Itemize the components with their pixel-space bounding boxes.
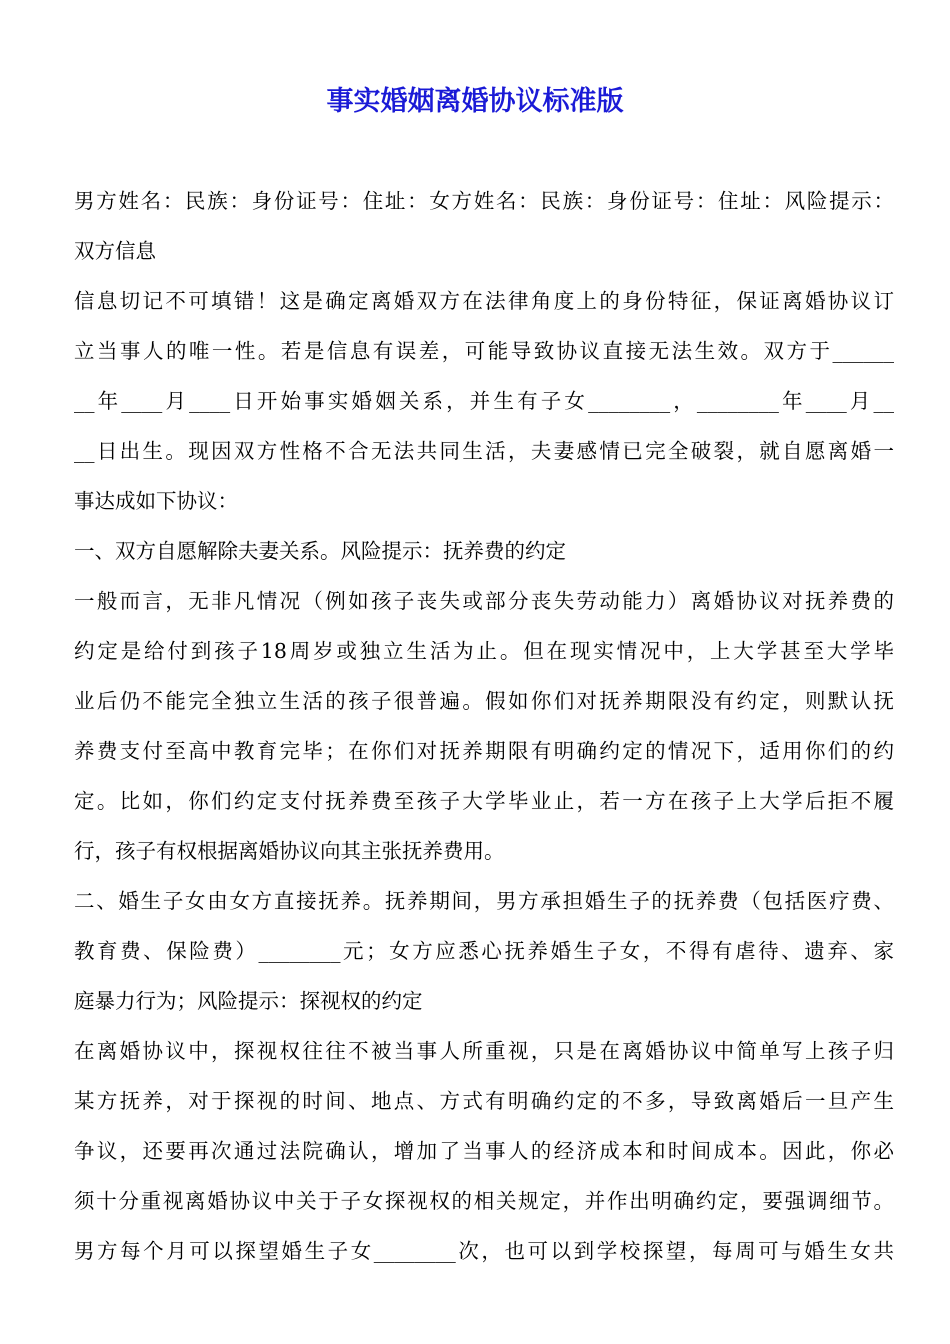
text-line: 男方姓名：民族：身份证号：住址：女方姓名：民族：身份证号：住址：风险提示： [74,189,894,213]
text-line: 二、婚生子女由女方直接抚养。抚养期间，男方承担婚生子的抚养费（包括医疗费、 [74,889,894,913]
text-line: 庭暴力行为；风险提示：探视权的约定 [74,989,423,1013]
text-line: __日出生。现因双方性格不合无法共同生活，夫妻感情已完全破裂，就自愿离婚一 [74,439,894,463]
text-line: 事达成如下协议： [74,489,238,513]
text-line: 在离婚协议中，探视权往往不被当事人所重视，只是在离婚协议中简单写上孩子归 [74,1039,894,1063]
text-line: 某方抚养，对于探视的时间、地点、方式有明确约定的不多，导致离婚后一旦产生 [74,1089,894,1113]
text-line: 业后仍不能完全独立生活的孩子很普遍。假如你们对抚养期限没有约定，则默认抚 [74,689,894,713]
text-line: 约定是给付到孩子18周岁或独立生活为止。但在现实情况中，上大学甚至大学毕 [74,639,894,663]
document-title: 事实婚姻离婚协议标准版 [326,86,624,117]
text-line: 须十分重视离婚协议中关于子女探视权的相关规定，并作出明确约定，要强调细节。 [74,1189,894,1213]
text-line: 一般而言，无非凡情况（例如孩子丧失或部分丧失劳动能力）离婚协议对抚养费的 [74,589,894,613]
text-line: __年____月____日开始事实婚姻关系，并生有子女________，________年____月__ [74,389,894,413]
text-line: 一、双方自愿解除夫妻关系。风险提示：抚养费的约定 [74,539,566,563]
text-line: 男方每个月可以探望婚生子女________次，也可以到学校探望，每周可与婚生女共 [74,1239,894,1263]
text-line: 信息切记不可填错！这是确定离婚双方在法律角度上的身份特征，保证离婚协议订 [74,289,894,313]
text-line: 行，孩子有权根据离婚协议向其主张抚养费用。 [74,839,505,863]
document-body [74,176,894,1276]
text-line: 养费支付至高中教育完毕；在你们对抚养期限有明确约定的情况下，适用你们的约 [74,739,894,763]
text-line: 教育费、保险费）________元；女方应悉心抚养婚生子女，不得有虐待、遗弃、家 [74,939,894,963]
text-line: 立当事人的唯一性。若是信息有误差，可能导致协议直接无法生效。双方于______ [74,339,894,363]
text-line: 定。比如，你们约定支付抚养费至孩子大学毕业止，若一方在孩子上大学后拒不履 [74,789,894,813]
text-line: 双方信息 [74,239,156,263]
text-line: 争议，还要再次通过法院确认，增加了当事人的经济成本和时间成本。因此，你必 [74,1139,894,1163]
